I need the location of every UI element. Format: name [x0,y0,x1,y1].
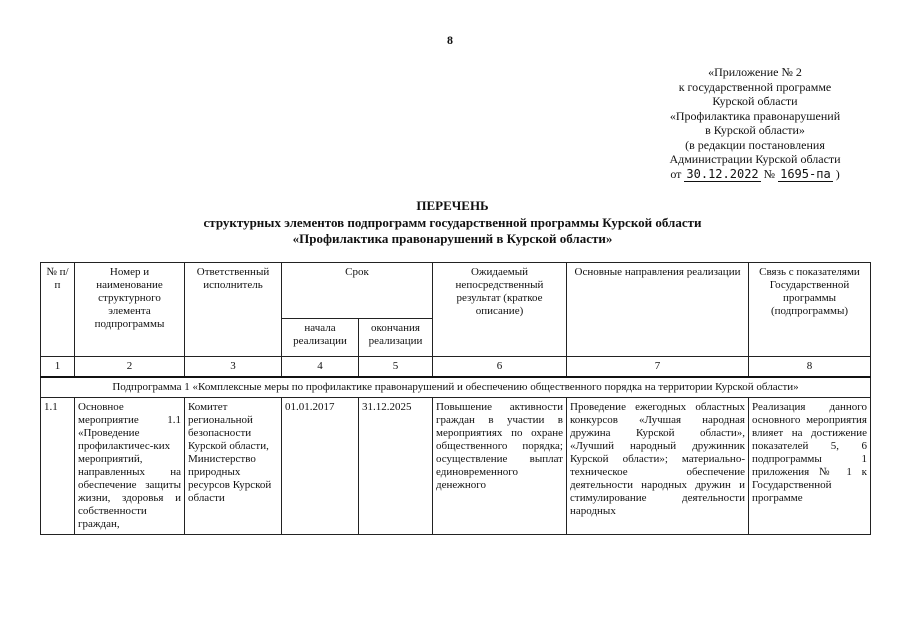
column-number: 7 [567,357,749,378]
closing-bracket: ) [835,166,840,181]
resolution-date: 30.12.2022 [686,166,759,181]
column-number: 3 [185,357,282,378]
header-term: Срок [282,263,433,319]
appendix-line: в Курской области» [705,123,805,137]
header-element: Номер и наименование структурного элемента подпрограммы [75,263,185,357]
appendix-line: «Приложение № 2 [708,65,802,79]
number-prefix: № [763,166,776,181]
appendix-line: Администрации Курской области [669,152,841,166]
document-title [150,198,755,248]
appendix-line: Курской области [712,94,798,108]
appendix-line: к государственной программе [678,79,832,94]
structural-elements-table [40,262,871,535]
header-directions: Основные направления реализации [567,263,749,357]
column-number: 4 [282,357,359,378]
row-link: Реализация данного основного мероприятия влияет на достижение показателей 5, 6 подпрограммы 1 приложения № 1 к Государственной программе [749,398,871,535]
header-end: окончания реализации [359,319,433,357]
header-executor: Ответственный исполнитель [185,263,282,357]
column-number: 5 [359,357,433,378]
header-result: Ожидаемый непосредственный результат (краткое описание) [433,263,567,357]
title-line-1: ПЕРЕЧЕНЬ [416,198,489,213]
subprogram-title: Подпрограмма 1 «Комплексные меры по профилактике правонарушений и обеспечению общественного порядка на территории Курской области» [41,377,871,398]
row-element: Основное мероприятие 1.1 «Проведение профилактичес-ких мероприятий, направленных на обеспечение защиты жизни, здоровья и собственности граждан, [75,398,185,535]
row-executor: Комитет региональной безопасности Курской области, Министерство природных ресурсов Курской области [185,398,282,535]
row-end: 31.12.2025 [359,398,433,535]
page-number: 8 [447,33,453,47]
date-prefix: от [670,166,682,181]
header-num: № п/п [41,263,75,357]
header-start: начала реализации [282,319,359,357]
table-row [41,398,871,535]
resolution-reference [640,167,870,182]
appendix-block [640,65,870,181]
appendix-line: «Профилактика правонарушений [669,108,841,123]
column-number: 8 [749,357,871,378]
appendix-line: (в редакции постановления [685,137,825,152]
header-link: Связь с показателями Государственной программы (подпрограммы) [749,263,871,357]
row-directions: Проведение ежегодных областных конкурсов «Лучшая народная дружина Курской области», «Лучший народный дружинник Курской области»; материально-техническое обеспечение деятельности народных дружин и стимулирование деятельности народных [567,398,749,535]
column-number: 2 [75,357,185,378]
row-result: Повышение активности граждан в участии в мероприятиях по охране общественного порядка; осуществление выплат единовременного денежного [433,398,567,535]
row-start: 01.01.2017 [282,398,359,535]
title-line-2: структурных элементов подпрограмм государственной программы Курской области [203,214,702,230]
column-number: 6 [433,357,567,378]
title-line-3: «Профилактика правонарушений в Курской области» [292,231,613,246]
column-number: 1 [41,357,75,378]
resolution-number: 1695-па [780,166,831,181]
row-num: 1.1 [41,398,75,535]
